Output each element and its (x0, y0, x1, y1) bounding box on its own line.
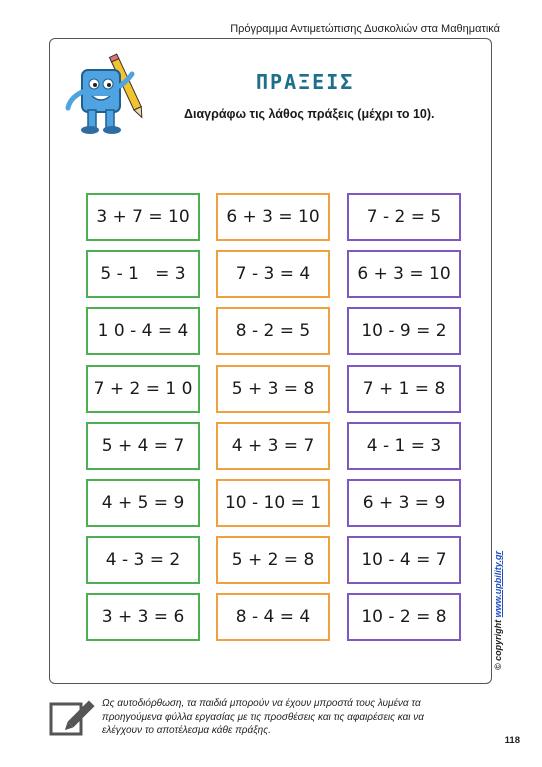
equation-box[interactable]: 4 - 3 = 2 (86, 536, 200, 584)
equation-box[interactable]: 7 + 2 = 1 0 (86, 365, 200, 413)
instruction-text: Διαγράφω τις λάθος πράξεις (μέχρι το 10). (184, 107, 435, 121)
self-correction-note: Ως αυτοδιόρθωση, τα παιδιά μπορούν να έχουν μπροστά τους λυμένα τα προηγούμενα φύλλα εργασίας με τις προσθέσεις και τις αφαιρέσεις και να ελέγχουν το αποτέλεσμα κάθε πράξης. (102, 698, 424, 736)
equation-box[interactable]: 10 - 9 = 2 (347, 307, 461, 355)
equation-box[interactable]: 7 + 1 = 8 (347, 365, 461, 413)
equation-box[interactable]: 10 - 10 = 1 (216, 479, 330, 527)
equation-box[interactable]: 8 - 4 = 4 (216, 593, 330, 641)
equation-box[interactable]: 1 0 - 4 = 4 (86, 307, 200, 355)
pencil-edit-icon (49, 698, 95, 738)
equation-box[interactable]: 8 - 2 = 5 (216, 307, 330, 355)
page-title: ΠΡΑΞΕΙΣ (256, 70, 355, 94)
equation-box[interactable]: 10 - 2 = 8 (347, 593, 461, 641)
equation-box[interactable]: 5 + 2 = 8 (216, 536, 330, 584)
program-header: Πρόγραμμα Αντιμετώπισης Δυσκολιών στα Μαθηματικά (230, 23, 500, 35)
equation-box[interactable]: 10 - 4 = 7 (347, 536, 461, 584)
page-number: 118 (504, 735, 520, 746)
equation-box[interactable]: 5 - 1 = 3 (86, 250, 200, 298)
mascot-with-pencil-icon (62, 52, 152, 142)
equation-box[interactable]: 5 + 4 = 7 (86, 422, 200, 470)
equation-box[interactable]: 5 + 3 = 8 (216, 365, 330, 413)
equation-box[interactable]: 4 + 5 = 9 (86, 479, 200, 527)
equation-box[interactable]: 3 + 7 = 10 (86, 193, 200, 241)
copyright-prefix: © copyright (493, 617, 503, 670)
equation-box[interactable]: 3 + 3 = 6 (86, 593, 200, 641)
equation-box[interactable]: 4 + 3 = 7 (216, 422, 330, 470)
equation-box[interactable]: 6 + 3 = 10 (216, 193, 330, 241)
copyright-note (493, 551, 503, 670)
equation-box[interactable]: 7 - 3 = 4 (216, 250, 330, 298)
equation-box[interactable]: 6 + 3 = 10 (347, 250, 461, 298)
equation-box[interactable]: 7 - 2 = 5 (347, 193, 461, 241)
copyright-link[interactable]: www.upbility.gr (493, 551, 503, 618)
equation-box[interactable]: 4 - 1 = 3 (347, 422, 461, 470)
equation-box[interactable]: 6 + 3 = 9 (347, 479, 461, 527)
